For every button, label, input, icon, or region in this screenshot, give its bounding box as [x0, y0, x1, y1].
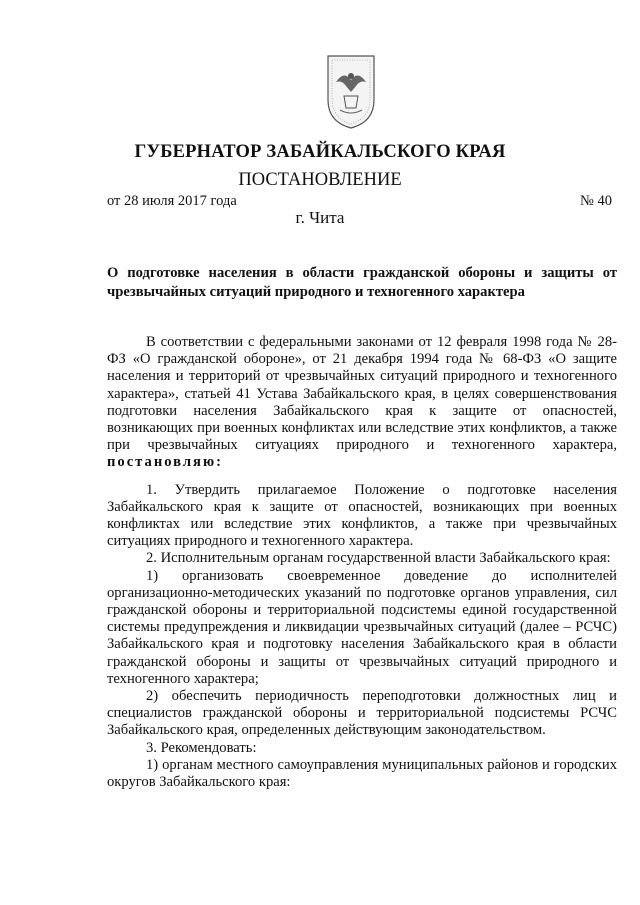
paragraph-2: 2. Исполнительным органам государственной власти Забайкальского края: — [146, 550, 611, 567]
governor-title: ГУБЕРНАТОР ЗАБАЙКАЛЬСКОГО КРАЯ — [134, 142, 506, 162]
paragraph-3-1: 1) органам местного самоуправления муниципальных районов и городских округов Забайкальского края: — [107, 756, 617, 791]
paragraph-1: 1. Утвердить прилагаемое Положение о подготовке населения Забайкальского края к защите от опасностей, возникающих при военных конфликтах или вследствие этих конфликтов, а также при чрезвычайных ситуациях природного и техногенного характера. — [107, 481, 617, 550]
paragraph-2-1: 1) организовать своевременное доведение до исполнителей организационно-методических указаний по подготовке органов управления, сил гражданской обороны и территориальной подсистемы единой государственной системы предупреждения и ликвидации чрезвычайных ситуаций (далее – РСЧС) Забайкальского края и подготовку населения Забайкальского края в области гражданской обороны и защиты от чрезвычайных ситуаций природного и техногенного характера; — [107, 567, 617, 687]
paragraph-2-2: 2) обеспечить периодичность переподготовки должностных лиц и специалистов гражданской обороны и территориальной подсистемы РСЧС Забайкальского края, определенных действующим законодательством. — [107, 688, 617, 739]
document-date: от 28 июля 2017 года — [107, 193, 237, 209]
document-type: ПОСТАНОВЛЕНИЕ — [238, 170, 402, 190]
preamble-paragraph — [107, 334, 617, 472]
decree-word: постановляю: — [107, 454, 223, 471]
preamble-text: В соответствии с федеральными законами от 12 февраля 1998 года № 28-ФЗ «О гражданской обороне», от 21 декабря 1994 года № 68-ФЗ «О защите населения и территорий от чрезвычайных ситуаций природного и техногенного характера», статьей 41 Устава Забайкальского края, в целях совершенствования подготовки населения Забайкальского края к защите от опасностей, возникающих при военных конфликтах или вследствие этих конфликтов, а также при чрезвычайных ситуациях природного и техногенного характера, — [107, 334, 617, 454]
coat-of-arms-emblem — [322, 52, 380, 130]
document-body — [107, 334, 617, 791]
document-subject: О подготовке населения в области гражданской обороны и защиты от чрезвычайных ситуаций природного и техногенного характера — [107, 265, 617, 300]
document-number: № 40 — [580, 193, 612, 209]
document-city: г. Чита — [295, 208, 345, 227]
paragraph-3: 3. Рекомендовать: — [146, 739, 257, 756]
